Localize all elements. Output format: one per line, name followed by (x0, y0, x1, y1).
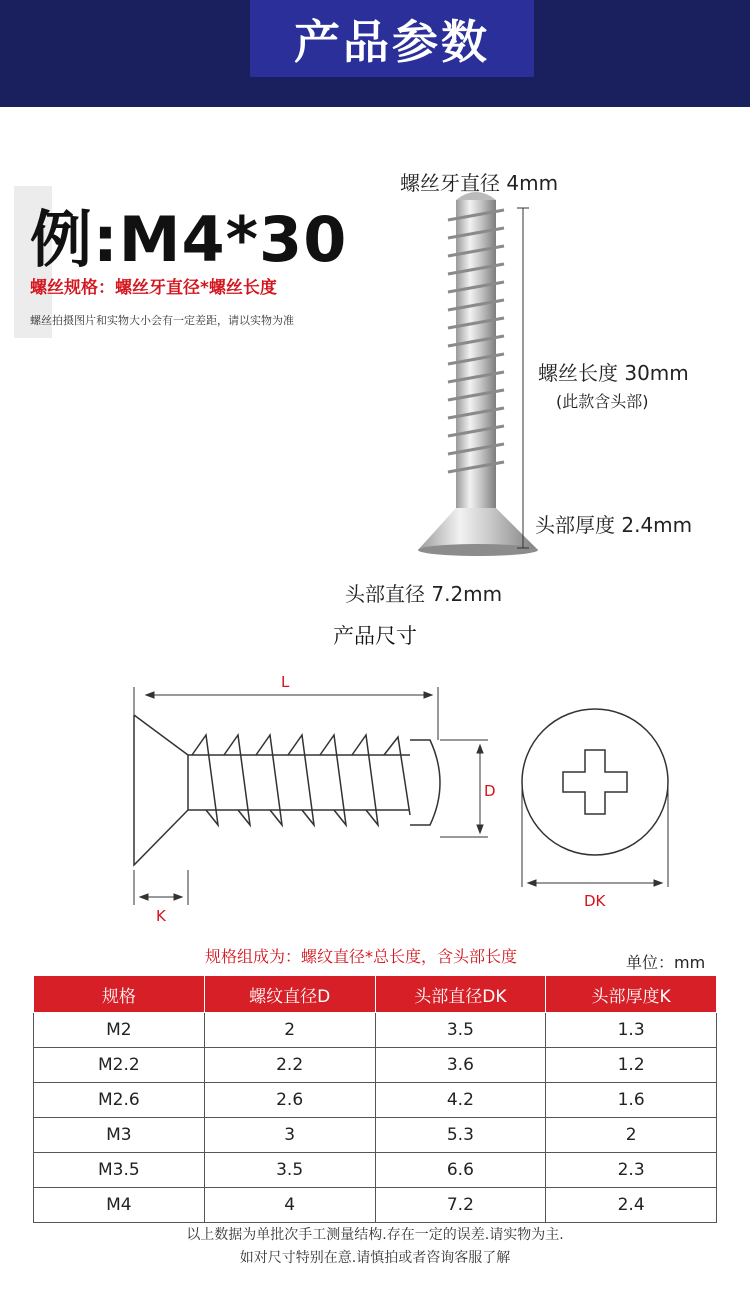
unit-label: 单位：mm (626, 953, 706, 972)
cell-d: 2 (204, 1013, 375, 1048)
length-label: 螺丝长度 30mm (538, 361, 689, 385)
cell-dk: 3.5 (375, 1013, 546, 1048)
cell-k: 1.6 (546, 1083, 717, 1118)
header-head-diameter: 头部直径DK (375, 976, 546, 1013)
cell-k: 1.3 (546, 1013, 717, 1048)
cell-k: 2 (546, 1118, 717, 1153)
length-dimension-line (516, 205, 530, 551)
cell-dk: 3.6 (375, 1048, 546, 1083)
cell-k: 1.2 (546, 1048, 717, 1083)
cell-d: 3 (204, 1118, 375, 1153)
table-row (34, 1153, 717, 1188)
length-note: (此款含头部) (556, 392, 649, 411)
header-title-box (250, 0, 534, 77)
cell-spec: M3 (34, 1118, 205, 1153)
cell-spec: M4 (34, 1188, 205, 1223)
dimension-diagram (120, 665, 680, 930)
table-row (34, 1013, 717, 1048)
cell-d: 3.5 (204, 1153, 375, 1188)
photo-note: 螺丝拍摄图片和实物大小会有一定差距，请以实物为准 (30, 314, 294, 327)
spec-format-text: 螺丝规格：螺丝牙直径*螺丝长度 (30, 278, 277, 298)
cell-d: 4 (204, 1188, 375, 1223)
header-thread-diameter: 螺纹直径D (204, 976, 375, 1013)
cell-dk: 7.2 (375, 1188, 546, 1223)
label-K: K (156, 907, 166, 925)
label-DK: DK (584, 892, 606, 910)
spec-composition-text: 规格组成为：螺纹直径*总长度，含头部长度 (205, 947, 518, 966)
cell-dk: 6.6 (375, 1153, 546, 1188)
footer-note-2: 如对尺寸特别在意.请慎拍或者咨询客服了解 (239, 1250, 511, 1266)
table-row (34, 1048, 717, 1083)
cell-d: 2.2 (204, 1048, 375, 1083)
table-row (34, 1083, 717, 1118)
cell-spec: M2.6 (34, 1083, 205, 1118)
cell-dk: 4.2 (375, 1083, 546, 1118)
table-header-row (34, 976, 717, 1013)
label-L: L (281, 673, 290, 691)
example-title: 例:M4*30 (30, 203, 348, 276)
cell-spec: M2 (34, 1013, 205, 1048)
label-D: D (484, 782, 496, 800)
cell-d: 2.6 (204, 1083, 375, 1118)
header-spec: 规格 (34, 976, 205, 1013)
footer-note-1: 以上数据为单批次手工测量结构.存在一定的误差.请实物为主. (186, 1227, 564, 1243)
head-diameter-label: 头部直径 7.2mm (345, 582, 503, 606)
table-row (34, 1118, 717, 1153)
cell-spec: M2.2 (34, 1048, 205, 1083)
page-title: 产品参数 (294, 14, 490, 69)
diagram-section-title: 产品尺寸 (333, 624, 417, 648)
spec-table (33, 975, 717, 1223)
header-head-thickness: 头部厚度K (546, 976, 717, 1013)
cell-k: 2.3 (546, 1153, 717, 1188)
head-thickness-label: 头部厚度 2.4mm (535, 513, 693, 537)
cell-spec: M3.5 (34, 1153, 205, 1188)
thread-diameter-label: 螺丝牙直径 4mm (400, 171, 559, 195)
cell-k: 2.4 (546, 1188, 717, 1223)
cell-dk: 5.3 (375, 1118, 546, 1153)
table-row (34, 1188, 717, 1223)
